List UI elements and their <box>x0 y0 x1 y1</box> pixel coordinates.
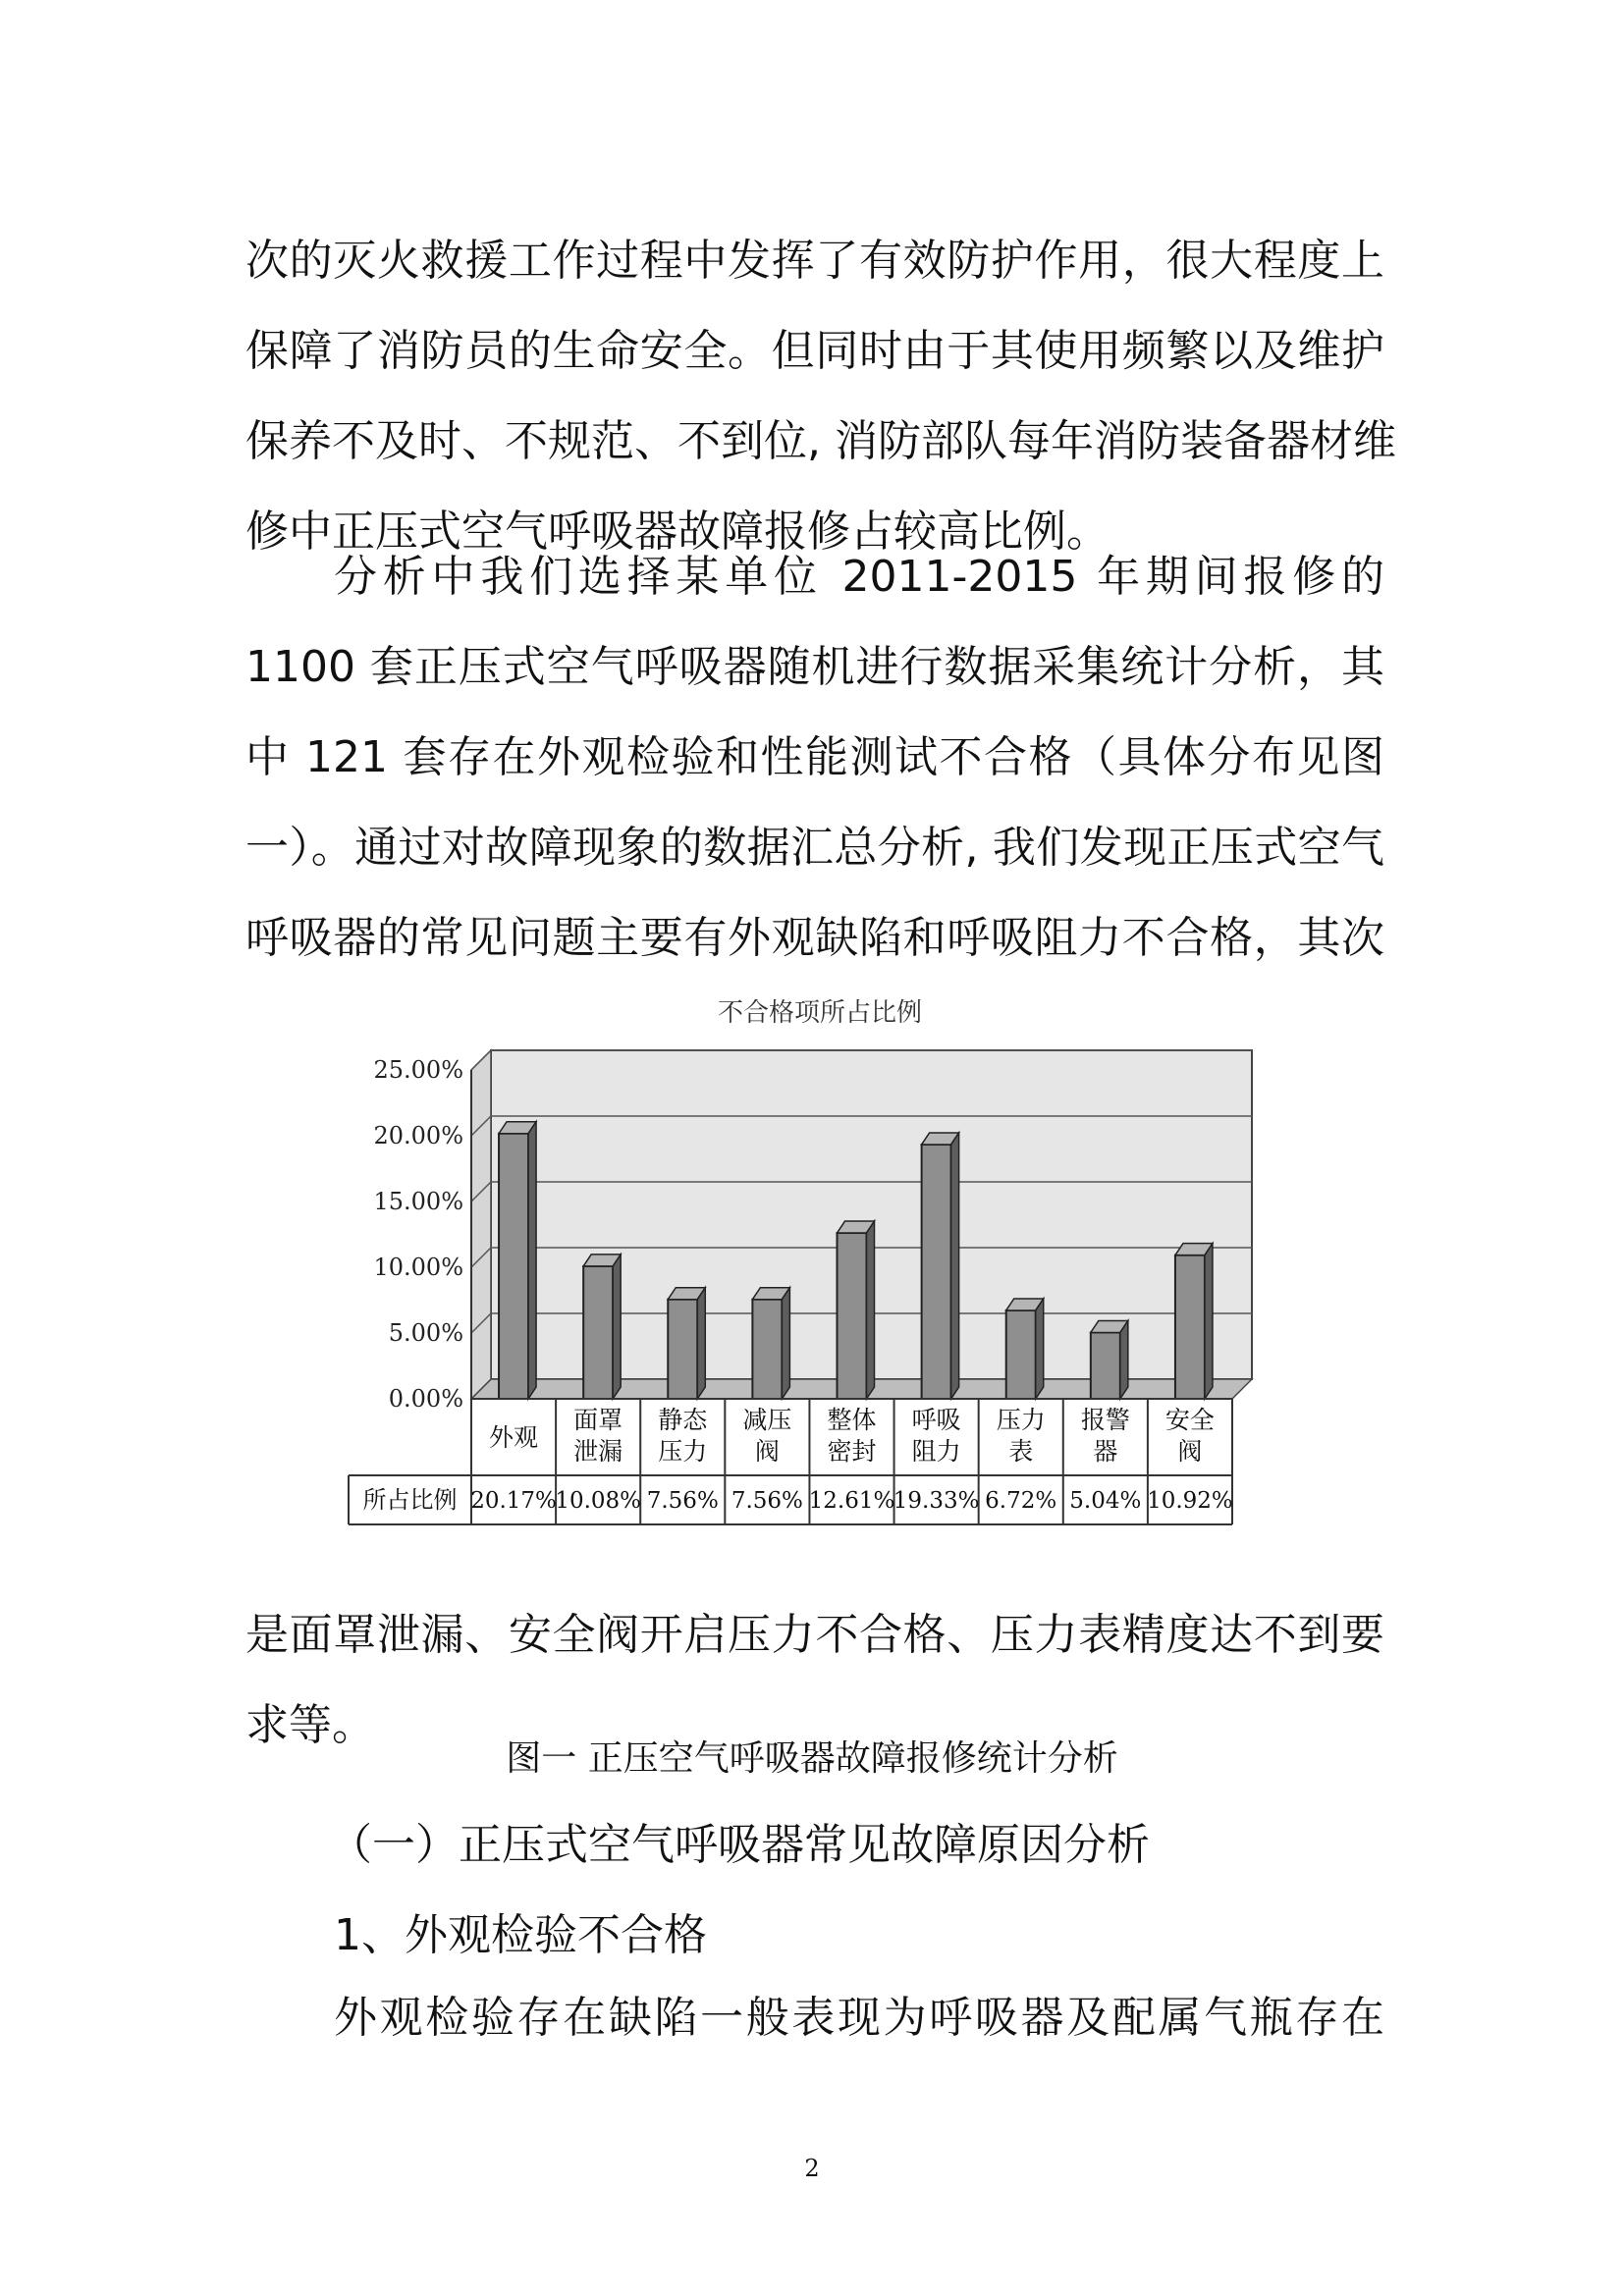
paragraph-4: 外观检验存在缺陷一般表现为呼吸器及配属气瓶存在 <box>334 1993 1384 2043</box>
value-label: 6.72% <box>985 1488 1057 1514</box>
text-line: 次的灭火救援工作过程中发挥了有效防护作用，很大程度上 <box>245 236 1384 286</box>
bar-front <box>838 1233 867 1399</box>
y-tick-label: 5.00% <box>388 1319 463 1347</box>
value-label: 10.92% <box>1147 1488 1233 1514</box>
bar-side <box>867 1221 875 1399</box>
bar-side <box>697 1288 705 1399</box>
bar-side <box>1036 1299 1044 1399</box>
bar-front <box>752 1300 782 1399</box>
bar-chart <box>334 982 1306 1551</box>
category-label: 压力 <box>658 1437 708 1466</box>
category-label: 阻力 <box>911 1437 961 1466</box>
text-line: 呼吸器的常见问题主要有外观缺陷和呼吸阻力不合格，其次 <box>245 913 1384 963</box>
category-label: 呼吸 <box>911 1406 961 1434</box>
bar-side <box>613 1255 621 1399</box>
y-tick-label: 10.00% <box>373 1254 463 1281</box>
y-tick-label: 25.00% <box>373 1056 463 1084</box>
value-label: 20.17% <box>470 1488 557 1514</box>
bar-front <box>668 1300 697 1399</box>
bar <box>668 1288 705 1399</box>
text-line: 中 121 套存在外观检验和性能测试不合格（具体分布见图 <box>245 732 1384 782</box>
category-label: 安全 <box>1164 1406 1215 1434</box>
text-line: 1100 套正压式空气呼吸器随机进行数据采集统计分析，其 <box>245 642 1384 692</box>
category-label: 阀 <box>754 1437 780 1466</box>
bar-front <box>499 1134 528 1399</box>
value-label: 7.56% <box>731 1488 803 1514</box>
bar-front <box>1006 1310 1036 1399</box>
figure-caption: 图一 正压空气呼吸器故障报修统计分析 <box>506 1738 1118 1779</box>
bar <box>583 1255 621 1399</box>
y-tick-label: 15.00% <box>373 1188 463 1215</box>
bar <box>499 1122 536 1399</box>
page-number: 2 <box>804 2155 820 2182</box>
category-label: 表 <box>1008 1437 1034 1466</box>
paragraph-1 <box>245 216 1396 577</box>
category-label: 阀 <box>1177 1437 1203 1466</box>
bar-side <box>951 1133 959 1399</box>
category-label: 压力 <box>996 1406 1046 1434</box>
text-line: 求等。 <box>245 1700 375 1750</box>
category-label: 静态 <box>658 1406 708 1434</box>
category-label: 报警 <box>1080 1406 1130 1434</box>
value-label: 10.08% <box>555 1488 642 1514</box>
text-line: 修中正压式空气呼吸器故障报修占较高比例。 <box>245 507 1110 557</box>
data-table <box>349 1399 1233 1524</box>
value-label: 7.56% <box>646 1488 719 1514</box>
category-label: 器 <box>1093 1437 1118 1466</box>
text-line: 一）。通过对故障现象的数据汇总分析, 我们发现正压式空气 <box>245 823 1384 873</box>
text-line: 保养不及时、不规范、不到位, 消防部队每年消防装备器材维 <box>245 416 1396 466</box>
plot-side-wall <box>471 1050 491 1399</box>
value-label: 19.33% <box>893 1488 980 1514</box>
bar-side <box>1205 1244 1213 1399</box>
value-label: 12.61% <box>808 1488 895 1514</box>
text-line: 保障了消防员的生命安全。但同时由于其使用频繁以及维护 <box>245 326 1384 376</box>
bar-side <box>1120 1320 1128 1399</box>
text-line: 分析中我们选择某单位 2011-2015 年期间报修的 <box>334 552 1384 602</box>
chart-title: 不合格项所占比例 <box>717 998 923 1028</box>
bar <box>752 1288 789 1399</box>
bar-front <box>583 1266 613 1399</box>
bar-front <box>922 1145 951 1399</box>
category-label: 外观 <box>489 1423 539 1452</box>
category-label: 整体 <box>827 1406 877 1434</box>
paragraph-2 <box>245 532 1384 984</box>
value-label: 5.04% <box>1069 1488 1142 1514</box>
category-label: 泄漏 <box>573 1437 623 1466</box>
row-header: 所占比例 <box>362 1486 458 1514</box>
bar-side <box>782 1288 789 1399</box>
category-label: 面罩 <box>573 1406 623 1434</box>
bar <box>1091 1320 1128 1399</box>
bar <box>838 1221 875 1399</box>
subsection-heading: 1、外观检验不合格 <box>334 1910 707 1960</box>
bar-front <box>1091 1332 1120 1399</box>
bar <box>1175 1244 1213 1399</box>
y-tick-label: 20.00% <box>373 1122 463 1149</box>
section-heading: （一）正压式空气呼吸器常见故障原因分析 <box>329 1820 1150 1870</box>
bar <box>1006 1299 1044 1399</box>
category-label: 减压 <box>742 1406 792 1434</box>
y-tick-label: 0.00% <box>388 1385 463 1413</box>
bar-side <box>528 1122 536 1399</box>
bar-front <box>1175 1255 1205 1399</box>
plot-area <box>373 1050 1252 1413</box>
bar <box>922 1133 959 1399</box>
text-line: 是面罩泄漏、安全阀开启压力不合格、压力表精度达不到要 <box>245 1610 1384 1660</box>
category-label: 密封 <box>827 1437 877 1466</box>
